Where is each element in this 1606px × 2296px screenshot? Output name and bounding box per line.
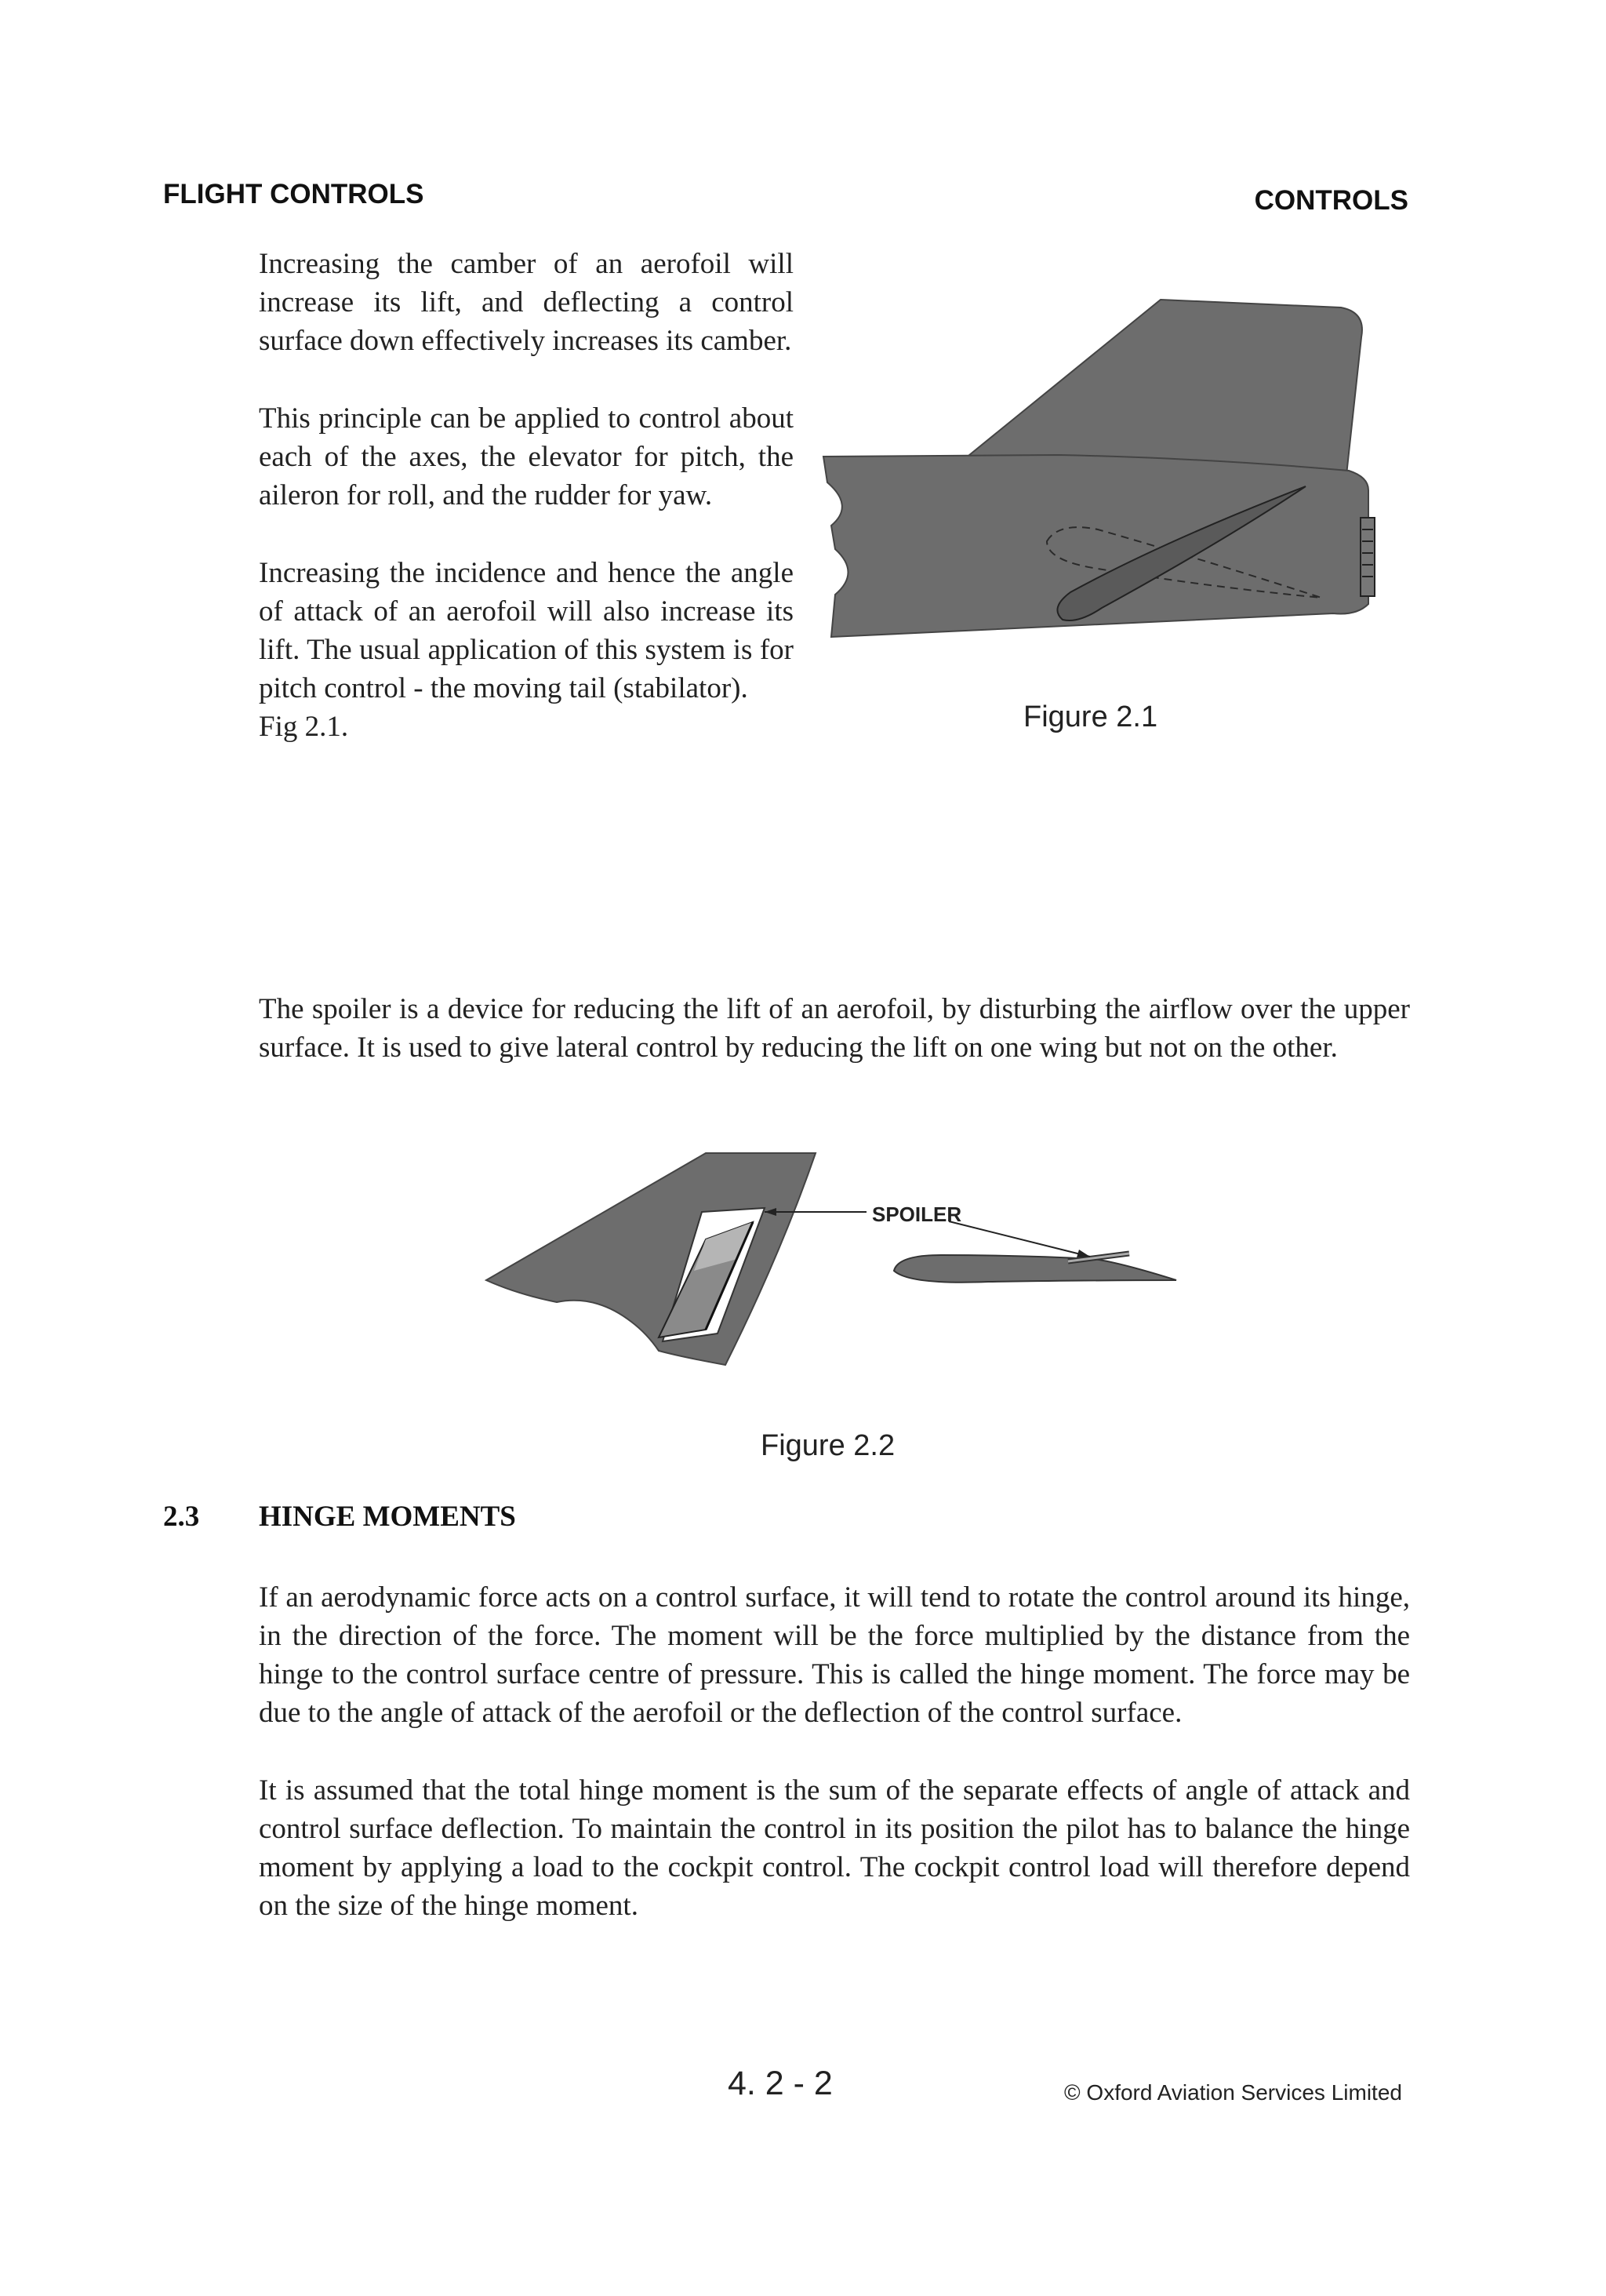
figure-2-2-illustration: [471, 1145, 1192, 1381]
spoiler-paragraph: The spoiler is a device for reducing the lift of an aerofoil, by disturbing the airflow over the upper surface. It is used to give lateral control by reducing the lift on one wing but not on the other.: [259, 993, 1410, 1064]
aerofoil-section-shape: [894, 1255, 1176, 1283]
copyright-notice: © Oxford Aviation Services Limited: [1064, 2080, 1402, 2105]
intro-paragraph: Increasing the camber of an aerofoil will increase its lift, and deflecting a control surface down effectively increases its camber.: [259, 248, 794, 357]
intro-column: [259, 245, 794, 746]
figure-2-1-illustration: [800, 290, 1380, 659]
spoiler-leader-line-section: [949, 1221, 1090, 1257]
figure-2-1-caption: Figure 2.1: [1023, 700, 1158, 733]
intro-paragraph: Increasing the incidence and hence the angle of attack of an aerofoil will also increase its lift. The usual application of this system is for pitch control - the moving tail (stabilator).: [259, 557, 794, 704]
spoiler-label: SPOILER: [872, 1203, 962, 1226]
figure-2-2-caption: Figure 2.2: [761, 1429, 896, 1462]
wing-planform-shape: [486, 1153, 816, 1365]
section-number: 2.3: [163, 1501, 200, 1533]
running-header-right: CONTROLS: [1254, 185, 1408, 216]
hinge-moment-paragraph: If an aerodynamic force acts on a control surface, it will tend to rotate the control around its hinge, in the direction of the force. The moment will be the force multiplied by the distance from the hinge to the control surface centre of pressure. This is called the hinge moment. The force may be due to the angle of attack of the aerofoil or the deflection of the control surface.: [259, 1581, 1410, 1729]
page-number: 4. 2 - 2: [728, 2065, 833, 2102]
running-header-left: FLIGHT CONTROLS: [163, 179, 424, 209]
section-title: HINGE MOMENTS: [259, 1501, 516, 1533]
figure-reference: Fig 2.1.: [259, 711, 349, 743]
intro-paragraph: This principle can be applied to control about each of the axes, the elevator for pitch, the aileron for roll, and the rudder for yaw.: [259, 402, 794, 511]
hinge-moment-body: [259, 1578, 1410, 1925]
hinge-moment-paragraph: It is assumed that the total hinge moment is the sum of the separate effects of angle of attack and control surface deflection. To maintain the control in its position the pilot has to balance the hinge moment by applying a load to the cockpit control. The cockpit control load will therefore depend on the size of the hinge moment.: [259, 1774, 1410, 1922]
